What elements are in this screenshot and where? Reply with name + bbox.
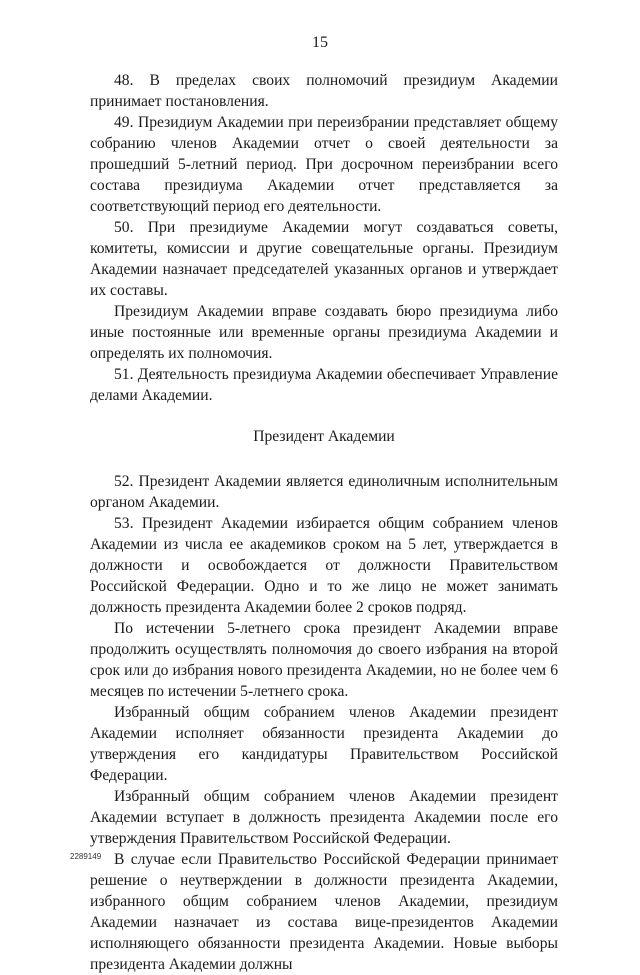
page-number: 15 bbox=[312, 34, 328, 51]
paragraph-48: 48. В пределах своих полномочий президиум Академии принимает постановления. bbox=[90, 72, 558, 110]
paragraph-52: 52. Президент Академии является единоличным исполнительным органом Академии. bbox=[90, 473, 558, 511]
paragraph-50: 50. При президиуме Академии могут создаваться советы, комитеты, комиссии и другие совещательные органы. Президиум Академии назначает председателей указанных органов и утверждает их составы. bbox=[90, 219, 558, 299]
paragraph-53: 53. Президент Академии избирается общим собранием членов Академии из числа ее академиков сроком на 5 лет, утверждается в должности и освобождается от должности Правительством Российской Федерации. Одно и то же лицо не может занимать должность президента Академии более 2 сроков подряд. bbox=[90, 515, 558, 616]
paragraph-non-approval: В случае если Правительство Российской Федерации принимает решение о неутверждении в должности президента Академии, избранного общим собранием членов Академии, президиум Академии назначает из состава вице-президентов Академии исполняющего обязанности президента Академии. Новые выборы президента Академии должны bbox=[90, 851, 558, 973]
section-heading-president: Президент Академии bbox=[253, 428, 395, 445]
document-body bbox=[90, 70, 558, 975]
paragraph-taking-office: Избранный общим собранием членов Академии президент Академии вступает в должность президента Академии после его утверждения Правительством Российской Федерации. bbox=[90, 788, 558, 847]
paragraph-presidium-bureau: Президиум Академии вправе создавать бюро президиума либо иные постоянные или временные органы президиума Академии и определять их полномочия. bbox=[90, 303, 558, 362]
paragraph-49: 49. Президиум Академии при переизбрании представляет общему собранию членов Академии отчет о своей деятельности за прошедший 5-летний период. При досрочном переизбрании всего состава президиума Академии отчет представляется за соответствующий период его деятельности. bbox=[90, 114, 558, 215]
paragraph-acting-duties: Избранный общим собранием членов Академии президент Академии исполняет обязанности президента Академии до утверждения его кандидатуры Правительством Российской Федерации. bbox=[90, 704, 558, 784]
document-code: 2289149 bbox=[70, 852, 102, 861]
paragraph-term-expiry: По истечении 5-летнего срока президент Академии вправе продолжить осуществлять полномочия до своего избрания на второй срок или до избрания нового президента Академии, но не более чем 6 месяцев по истечении 5-летнего срока. bbox=[90, 620, 558, 700]
paragraph-51: 51. Деятельность президиума Академии обеспечивает Управление делами Академии. bbox=[90, 366, 558, 404]
